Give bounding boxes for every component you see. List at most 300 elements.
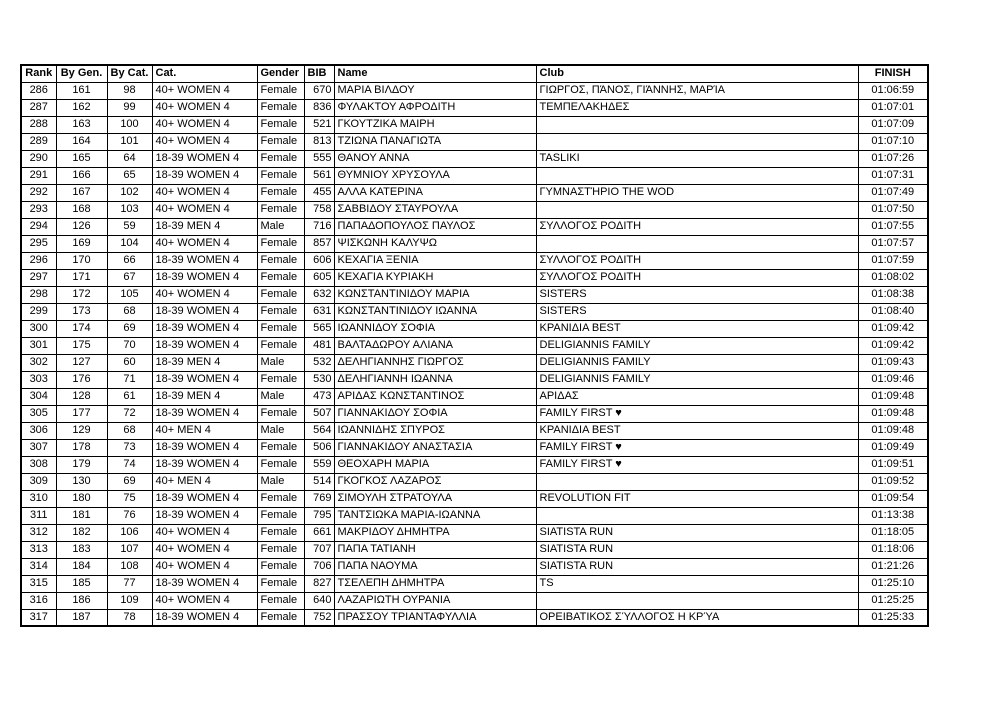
table-cell-by_cat: 73 (107, 439, 152, 456)
table-cell-finish: 01:09:48 (858, 405, 928, 422)
table-row (21, 337, 928, 354)
table-cell-cat: 18-39 WOMEN 4 (152, 150, 257, 167)
table-cell-by_gen: 126 (56, 218, 107, 235)
table-cell-bib: 514 (304, 473, 334, 490)
table-cell-rank: 310 (21, 490, 56, 507)
table-cell-bib: 632 (304, 286, 334, 303)
table-cell-by_gen: 175 (56, 337, 107, 354)
table-cell-rank: 287 (21, 99, 56, 116)
table-cell-by_cat: 106 (107, 524, 152, 541)
table-cell-rank: 298 (21, 286, 56, 303)
table-cell-finish: 01:25:10 (858, 575, 928, 592)
table-cell-bib: 530 (304, 371, 334, 388)
table-cell-bib: 795 (304, 507, 334, 524)
table-cell-rank: 302 (21, 354, 56, 371)
table-cell-finish: 01:07:09 (858, 116, 928, 133)
table-cell-gender: Male (257, 354, 304, 371)
table-cell-name: ΚΩΝΣΤΑΝΤΙΝΙΔΟΥ ΙΩΑΝΝΑ (334, 303, 536, 320)
table-cell-club: FAMILY FIRST ♥ (536, 439, 858, 456)
table-cell-name: ΚΕΧΑΓΙΑ ΚΥΡΙΑΚΗ (334, 269, 536, 286)
table-cell-name: ΨΙΣΚΩΝΗ ΚΑΛΥΨΩ (334, 235, 536, 252)
column-header-bib: BIB (304, 65, 334, 82)
table-cell-gender: Female (257, 456, 304, 473)
table-cell-cat: 18-39 WOMEN 4 (152, 303, 257, 320)
table-cell-cat: 18-39 MEN 4 (152, 354, 257, 371)
table-cell-name: ΑΛΛΑ ΚΑΤΕΡΙΝΑ (334, 184, 536, 201)
table-cell-finish: 01:07:59 (858, 252, 928, 269)
table-cell-by_cat: 65 (107, 167, 152, 184)
table-cell-name: ΓΙΑΝΝΑΚΙΔΟΥ ΑΝΑΣΤΑΣΙΑ (334, 439, 536, 456)
table-cell-rank: 286 (21, 82, 56, 99)
table-row (21, 558, 928, 575)
table-cell-name: ΠΡΑΣΣΟΥ ΤΡΙΑΝΤΑΦΥΛΛΙΑ (334, 609, 536, 626)
table-cell-finish: 01:13:38 (858, 507, 928, 524)
table-cell-by_gen: 167 (56, 184, 107, 201)
table-cell-rank: 291 (21, 167, 56, 184)
table-cell-bib: 857 (304, 235, 334, 252)
table-cell-cat: 40+ WOMEN 4 (152, 82, 257, 99)
table-cell-bib: 631 (304, 303, 334, 320)
table-cell-by_cat: 103 (107, 201, 152, 218)
table-cell-by_gen: 130 (56, 473, 107, 490)
table-cell-name: ΘΥΜΝΙΟΥ ΧΡΥΣΟΥΛΑ (334, 167, 536, 184)
table-cell-club: SISTERS (536, 303, 858, 320)
table-cell-cat: 18-39 WOMEN 4 (152, 167, 257, 184)
table-row (21, 354, 928, 371)
table-cell-name: ΔΕΛΗΓΙΑΝΝΗΣ ΓΙΩΡΓΟΣ (334, 354, 536, 371)
table-cell-gender: Female (257, 371, 304, 388)
table-cell-by_cat: 100 (107, 116, 152, 133)
table-row (21, 320, 928, 337)
table-cell-by_cat: 66 (107, 252, 152, 269)
table-cell-name: ΤΖΙΩΝΑ ΠΑΝΑΓΙΩΤΑ (334, 133, 536, 150)
table-cell-cat: 40+ WOMEN 4 (152, 116, 257, 133)
table-cell-bib: 706 (304, 558, 334, 575)
table-cell-club: REVOLUTION FIT (536, 490, 858, 507)
table-cell-by_cat: 76 (107, 507, 152, 524)
table-cell-gender: Female (257, 320, 304, 337)
table-cell-rank: 314 (21, 558, 56, 575)
table-cell-by_cat: 104 (107, 235, 152, 252)
table-cell-finish: 01:09:48 (858, 388, 928, 405)
table-row (21, 439, 928, 456)
table-cell-club (536, 167, 858, 184)
table-cell-finish: 01:07:55 (858, 218, 928, 235)
table-cell-club (536, 116, 858, 133)
table-cell-cat: 18-39 WOMEN 4 (152, 439, 257, 456)
table-cell-club (536, 507, 858, 524)
results-table (20, 64, 929, 627)
table-cell-bib: 827 (304, 575, 334, 592)
table-cell-name: ΚΩΝΣΤΑΝΤΙΝΙΔΟΥ ΜΑΡΙΑ (334, 286, 536, 303)
table-cell-name: ΤΑΝΤΣΙΩΚΑ ΜΑΡΙΑ-ΙΩΑΝΝΑ (334, 507, 536, 524)
table-cell-by_cat: 77 (107, 575, 152, 592)
table-cell-rank: 315 (21, 575, 56, 592)
column-header-finish: FINISH (858, 65, 928, 82)
table-cell-name: ΙΩΑΝΝΙΔΟΥ ΣΟΦΙΑ (334, 320, 536, 337)
table-cell-rank: 301 (21, 337, 56, 354)
table-cell-cat: 18-39 WOMEN 4 (152, 405, 257, 422)
table-cell-cat: 18-39 WOMEN 4 (152, 575, 257, 592)
table-row (21, 201, 928, 218)
table-cell-finish: 01:07:50 (858, 201, 928, 218)
column-header-by-cat: By Cat. (107, 65, 152, 82)
table-cell-rank: 303 (21, 371, 56, 388)
table-cell-finish: 01:06:59 (858, 82, 928, 99)
table-cell-rank: 313 (21, 541, 56, 558)
table-cell-bib: 521 (304, 116, 334, 133)
table-row (21, 218, 928, 235)
table-cell-bib: 565 (304, 320, 334, 337)
table-cell-cat: 40+ MEN 4 (152, 422, 257, 439)
table-row (21, 150, 928, 167)
table-cell-name: ΜΑΡΙΑ ΒΙΛΔΟΥ (334, 82, 536, 99)
table-row (21, 252, 928, 269)
table-cell-rank: 299 (21, 303, 56, 320)
table-cell-rank: 317 (21, 609, 56, 626)
table-cell-club: ΤΕΜΠΕΛΑΚΗΔΕΣ (536, 99, 858, 116)
table-cell-gender: Female (257, 575, 304, 592)
table-cell-gender: Female (257, 133, 304, 150)
table-cell-cat: 40+ WOMEN 4 (152, 541, 257, 558)
table-cell-by_gen: 169 (56, 235, 107, 252)
table-cell-by_gen: 184 (56, 558, 107, 575)
table-row (21, 269, 928, 286)
table-cell-name: ΠΑΠΑ ΤΑΤΙΑΝΗ (334, 541, 536, 558)
table-cell-rank: 309 (21, 473, 56, 490)
table-row (21, 609, 928, 626)
table-cell-club: DELIGIANNIS FAMILY (536, 354, 858, 371)
table-cell-bib: 758 (304, 201, 334, 218)
table-cell-gender: Female (257, 303, 304, 320)
table-cell-finish: 01:09:43 (858, 354, 928, 371)
table-cell-finish: 01:18:06 (858, 541, 928, 558)
table-cell-by_gen: 174 (56, 320, 107, 337)
table-cell-gender: Female (257, 592, 304, 609)
table-cell-bib: 752 (304, 609, 334, 626)
table-cell-cat: 18-39 WOMEN 4 (152, 490, 257, 507)
table-cell-gender: Male (257, 422, 304, 439)
table-cell-club: ΑΡΙΔΑΣ (536, 388, 858, 405)
table-cell-cat: 40+ WOMEN 4 (152, 201, 257, 218)
table-row (21, 473, 928, 490)
table-cell-club: ΓΙΩΡΓΟΣ, ΠΆΝΟΣ, ΓΙΆΝΝΗΣ, ΜΑΡΊΑ (536, 82, 858, 99)
table-cell-gender: Male (257, 218, 304, 235)
table-cell-by_cat: 74 (107, 456, 152, 473)
table-row (21, 507, 928, 524)
table-cell-by_cat: 61 (107, 388, 152, 405)
table-cell-club: ΣΥΛΛΟΓΟΣ ΡΟΔΙΤΗ (536, 218, 858, 235)
table-cell-finish: 01:21:26 (858, 558, 928, 575)
table-cell-cat: 40+ WOMEN 4 (152, 558, 257, 575)
table-cell-bib: 769 (304, 490, 334, 507)
table-cell-gender: Female (257, 439, 304, 456)
table-cell-finish: 01:09:42 (858, 337, 928, 354)
table-row (21, 235, 928, 252)
table-cell-club: ΚΡΑΝΙΔΙΑ BEST (536, 320, 858, 337)
table-cell-bib: 564 (304, 422, 334, 439)
table-cell-club (536, 592, 858, 609)
table-cell-name: ΘΑΝΟΥ ΑΝΝΑ (334, 150, 536, 167)
table-cell-by_cat: 102 (107, 184, 152, 201)
table-row (21, 490, 928, 507)
table-cell-by_gen: 179 (56, 456, 107, 473)
table-row (21, 524, 928, 541)
table-cell-club: FAMILY FIRST ♥ (536, 456, 858, 473)
table-cell-club: ΓΥΜΝΑΣΤΉΡΙΟ THE WOD (536, 184, 858, 201)
table-cell-by_cat: 108 (107, 558, 152, 575)
table-cell-name: ΦΥΛΑΚΤΟΥ ΑΦΡΟΔΙΤΗ (334, 99, 536, 116)
table-cell-by_gen: 177 (56, 405, 107, 422)
table-cell-by_cat: 107 (107, 541, 152, 558)
table-cell-name: ΚΕΧΑΓΙΑ ΞΕΝΙΑ (334, 252, 536, 269)
table-cell-by_cat: 60 (107, 354, 152, 371)
table-row (21, 99, 928, 116)
table-cell-gender: Female (257, 167, 304, 184)
table-cell-rank: 304 (21, 388, 56, 405)
table-cell-by_gen: 129 (56, 422, 107, 439)
table-cell-rank: 311 (21, 507, 56, 524)
table-cell-bib: 606 (304, 252, 334, 269)
table-cell-rank: 305 (21, 405, 56, 422)
table-cell-club (536, 201, 858, 218)
table-cell-by_cat: 67 (107, 269, 152, 286)
table-cell-by_cat: 75 (107, 490, 152, 507)
table-row (21, 405, 928, 422)
table-cell-by_gen: 162 (56, 99, 107, 116)
table-cell-by_gen: 170 (56, 252, 107, 269)
table-cell-by_gen: 176 (56, 371, 107, 388)
table-cell-rank: 308 (21, 456, 56, 473)
table-cell-rank: 295 (21, 235, 56, 252)
table-cell-finish: 01:25:33 (858, 609, 928, 626)
table-cell-by_gen: 128 (56, 388, 107, 405)
table-cell-finish: 01:09:52 (858, 473, 928, 490)
table-row (21, 456, 928, 473)
table-cell-by_cat: 71 (107, 371, 152, 388)
table-cell-gender: Female (257, 201, 304, 218)
table-cell-rank: 312 (21, 524, 56, 541)
table-cell-by_gen: 163 (56, 116, 107, 133)
table-cell-finish: 01:08:02 (858, 269, 928, 286)
table-cell-cat: 40+ WOMEN 4 (152, 99, 257, 116)
table-cell-bib: 481 (304, 337, 334, 354)
table-cell-gender: Female (257, 235, 304, 252)
table-cell-rank: 292 (21, 184, 56, 201)
table-cell-cat: 18-39 WOMEN 4 (152, 507, 257, 524)
table-cell-rank: 316 (21, 592, 56, 609)
table-cell-cat: 18-39 WOMEN 4 (152, 320, 257, 337)
table-cell-by_cat: 64 (107, 150, 152, 167)
table-cell-finish: 01:09:46 (858, 371, 928, 388)
table-cell-by_gen: 168 (56, 201, 107, 218)
table-cell-bib: 473 (304, 388, 334, 405)
table-cell-by_cat: 98 (107, 82, 152, 99)
table-cell-bib: 455 (304, 184, 334, 201)
table-cell-by_gen: 171 (56, 269, 107, 286)
table-cell-finish: 01:07:01 (858, 99, 928, 116)
table-cell-gender: Female (257, 524, 304, 541)
column-header-by-gen: By Gen. (56, 65, 107, 82)
table-cell-gender: Female (257, 405, 304, 422)
table-cell-cat: 18-39 MEN 4 (152, 388, 257, 405)
table-cell-by_cat: 68 (107, 422, 152, 439)
table-cell-finish: 01:09:49 (858, 439, 928, 456)
table-cell-bib: 559 (304, 456, 334, 473)
table-cell-name: ΜΑΚΡΙΔΟΥ ΔΗΜΗΤΡΑ (334, 524, 536, 541)
table-cell-rank: 293 (21, 201, 56, 218)
table-cell-name: ΛΑΖΑΡΙΩΤΗ ΟΥΡΑΝΙΑ (334, 592, 536, 609)
table-cell-finish: 01:09:42 (858, 320, 928, 337)
table-cell-finish: 01:18:05 (858, 524, 928, 541)
table-cell-by_cat: 99 (107, 99, 152, 116)
table-cell-cat: 18-39 WOMEN 4 (152, 269, 257, 286)
table-cell-name: ΓΚΟΥΤΖΙΚΑ ΜΑΙΡΗ (334, 116, 536, 133)
table-cell-name: ΣΑΒΒΙΔΟΥ ΣΤΑΥΡΟΥΛΑ (334, 201, 536, 218)
table-cell-name: ΤΣΕΛΕΠΗ ΔΗΜΗΤΡΑ (334, 575, 536, 592)
table-cell-name: ΓΙΑΝΝΑΚΙΔΟΥ ΣΟΦΙΑ (334, 405, 536, 422)
table-cell-by_cat: 70 (107, 337, 152, 354)
column-header-rank: Rank (21, 65, 56, 82)
table-cell-club: SISTERS (536, 286, 858, 303)
table-cell-gender: Female (257, 507, 304, 524)
table-cell-finish: 01:08:38 (858, 286, 928, 303)
table-row (21, 82, 928, 99)
table-cell-club: ΣΥΛΛΟΓΟΣ ΡΟΔΙΤΗ (536, 252, 858, 269)
table-cell-bib: 640 (304, 592, 334, 609)
table-cell-by_gen: 165 (56, 150, 107, 167)
table-cell-club (536, 473, 858, 490)
table-cell-by_cat: 68 (107, 303, 152, 320)
table-cell-bib: 507 (304, 405, 334, 422)
table-cell-name: ΓΚΟΓΚΟΣ ΛΑΖΑΡΟΣ (334, 473, 536, 490)
table-row (21, 422, 928, 439)
table-cell-by_cat: 78 (107, 609, 152, 626)
table-cell-gender: Female (257, 82, 304, 99)
table-cell-finish: 01:09:54 (858, 490, 928, 507)
table-cell-by_gen: 178 (56, 439, 107, 456)
table-cell-by_gen: 187 (56, 609, 107, 626)
column-header-club: Club (536, 65, 858, 82)
column-header-gender: Gender (257, 65, 304, 82)
table-cell-club: DELIGIANNIS FAMILY (536, 337, 858, 354)
table-cell-by_cat: 109 (107, 592, 152, 609)
table-cell-club (536, 235, 858, 252)
table-cell-bib: 532 (304, 354, 334, 371)
table-row (21, 133, 928, 150)
table-cell-finish: 01:07:49 (858, 184, 928, 201)
table-cell-finish: 01:07:31 (858, 167, 928, 184)
header-row (21, 65, 928, 82)
table-cell-rank: 288 (21, 116, 56, 133)
table-cell-by_gen: 127 (56, 354, 107, 371)
table-cell-name: ΣΙΜΟΥΛΗ ΣΤΡΑΤΟΥΛΑ (334, 490, 536, 507)
table-cell-gender: Female (257, 116, 304, 133)
table-row (21, 371, 928, 388)
table-cell-by_gen: 181 (56, 507, 107, 524)
table-cell-club: SIATISTA RUN (536, 524, 858, 541)
table-cell-rank: 290 (21, 150, 56, 167)
table-cell-cat: 18-39 WOMEN 4 (152, 609, 257, 626)
table-cell-bib: 555 (304, 150, 334, 167)
table-cell-name: ΠΑΠΑΔΟΠΟΥΛΟΣ ΠΑΥΛΟΣ (334, 218, 536, 235)
table-cell-finish: 01:07:26 (858, 150, 928, 167)
table-cell-finish: 01:09:51 (858, 456, 928, 473)
table-cell-cat: 40+ WOMEN 4 (152, 235, 257, 252)
table-row (21, 541, 928, 558)
table-cell-bib: 813 (304, 133, 334, 150)
table-cell-by_cat: 69 (107, 320, 152, 337)
table-cell-club: DELIGIANNIS FAMILY (536, 371, 858, 388)
table-cell-by_gen: 183 (56, 541, 107, 558)
table-cell-bib: 506 (304, 439, 334, 456)
results-table-body (21, 82, 928, 626)
table-cell-gender: Female (257, 184, 304, 201)
table-cell-club: TS (536, 575, 858, 592)
table-cell-gender: Female (257, 490, 304, 507)
table-cell-rank: 300 (21, 320, 56, 337)
table-cell-rank: 296 (21, 252, 56, 269)
table-cell-club: ΚΡΑΝΙΔΙΑ BEST (536, 422, 858, 439)
table-cell-by_gen: 164 (56, 133, 107, 150)
table-cell-by_gen: 185 (56, 575, 107, 592)
table-cell-bib: 661 (304, 524, 334, 541)
table-cell-cat: 18-39 WOMEN 4 (152, 371, 257, 388)
table-cell-finish: 01:07:10 (858, 133, 928, 150)
table-cell-bib: 707 (304, 541, 334, 558)
column-header-cat: Cat. (152, 65, 257, 82)
table-cell-club: SIATISTA RUN (536, 541, 858, 558)
table-cell-name: ΙΩΑΝΝΙΔΗΣ ΣΠΥΡΟΣ (334, 422, 536, 439)
table-cell-bib: 670 (304, 82, 334, 99)
table-cell-finish: 01:07:57 (858, 235, 928, 252)
table-cell-gender: Female (257, 558, 304, 575)
table-cell-cat: 40+ MEN 4 (152, 473, 257, 490)
table-cell-rank: 306 (21, 422, 56, 439)
table-cell-cat: 18-39 MEN 4 (152, 218, 257, 235)
table-row (21, 116, 928, 133)
table-cell-gender: Male (257, 388, 304, 405)
table-cell-cat: 40+ WOMEN 4 (152, 524, 257, 541)
table-cell-bib: 605 (304, 269, 334, 286)
table-cell-club: FAMILY FIRST ♥ (536, 405, 858, 422)
table-cell-cat: 40+ WOMEN 4 (152, 133, 257, 150)
table-cell-by_cat: 69 (107, 473, 152, 490)
table-cell-by_gen: 166 (56, 167, 107, 184)
table-cell-bib: 561 (304, 167, 334, 184)
table-cell-name: ΔΕΛΗΓΙΑΝΝΗ ΙΩΑΝΝΑ (334, 371, 536, 388)
table-row (21, 286, 928, 303)
results-table-container (20, 64, 929, 627)
table-cell-by_gen: 180 (56, 490, 107, 507)
table-cell-gender: Female (257, 269, 304, 286)
table-cell-gender: Female (257, 609, 304, 626)
table-row (21, 184, 928, 201)
table-cell-name: ΑΡΙΔΑΣ ΚΩΝΣΤΑΝΤΙΝΟΣ (334, 388, 536, 405)
table-cell-gender: Female (257, 286, 304, 303)
table-row (21, 167, 928, 184)
table-cell-rank: 294 (21, 218, 56, 235)
table-cell-club: SIATISTA RUN (536, 558, 858, 575)
table-cell-by_gen: 172 (56, 286, 107, 303)
table-cell-by_gen: 186 (56, 592, 107, 609)
table-cell-by_cat: 59 (107, 218, 152, 235)
table-row (21, 388, 928, 405)
table-cell-by_cat: 105 (107, 286, 152, 303)
table-cell-gender: Female (257, 337, 304, 354)
table-cell-cat: 18-39 WOMEN 4 (152, 456, 257, 473)
table-cell-finish: 01:09:48 (858, 422, 928, 439)
